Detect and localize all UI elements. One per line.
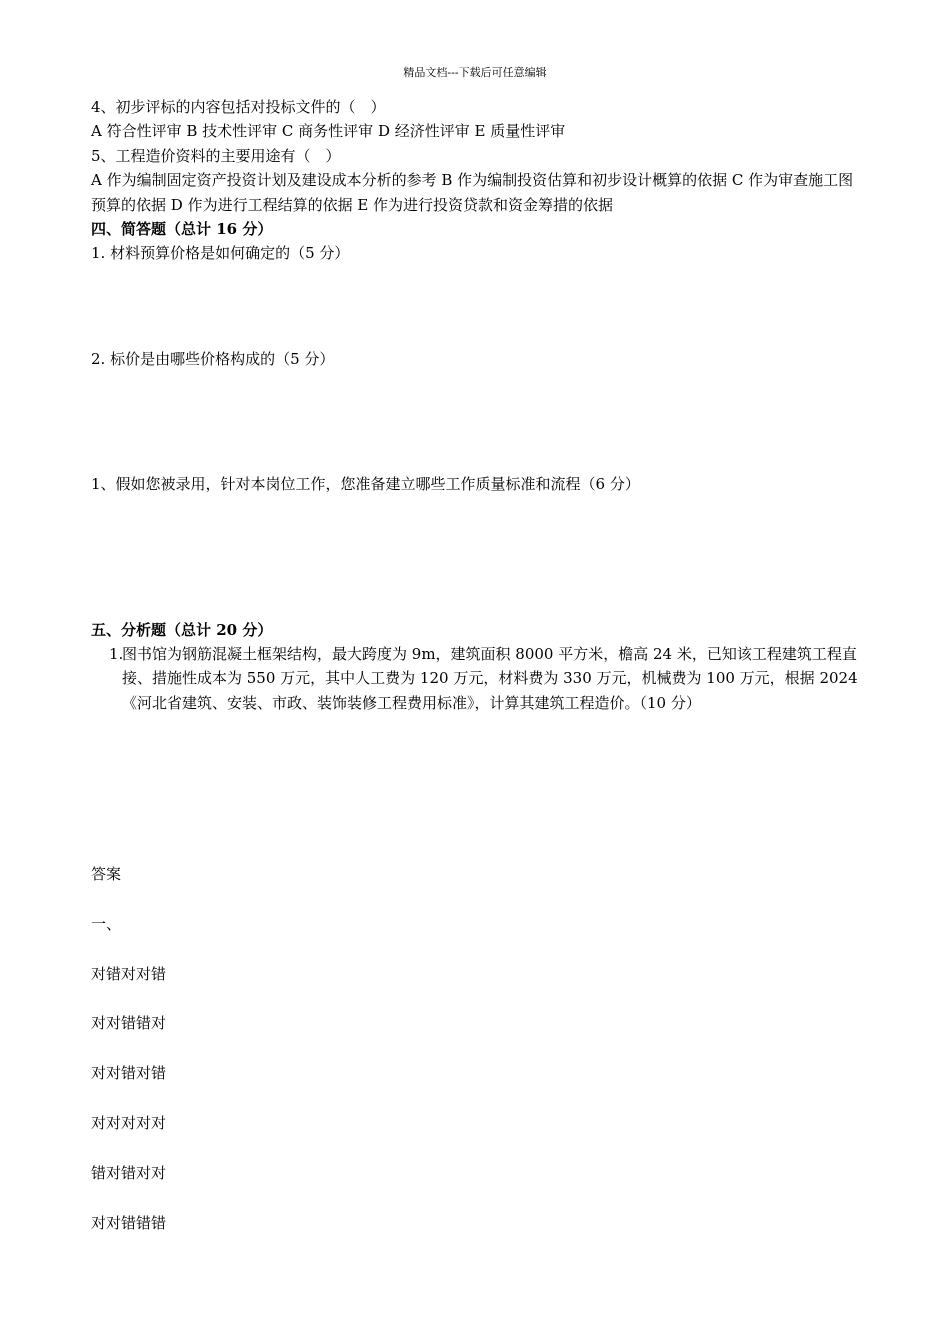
question-5-options: A 作为编制固定资产投资计划及建设成本分析的参考 B 作为编制投资估算和初步设计概算的依据 C 作为审查施工图预算的依据 D 作为进行工程结算的依据 E 作为进行投资贷款和资金筹措的依据: [91, 171, 854, 214]
question-4: 4、初步评标的内容包括对投标文件的（ ）: [91, 98, 386, 116]
short-answer-item: 1、假如您被录用，针对本岗位工作，您准备建立哪些工作质量标准和流程（6 分）: [91, 475, 640, 494]
section-5-title: 五、分析题（总计 20 分）: [91, 620, 273, 639]
answer-section: [91, 862, 166, 1260]
page-header: 精品文档---下载后可任意编辑: [403, 66, 547, 79]
short-answer-item: 1. 材料预算价格是如何确定的（5 分）: [91, 244, 350, 263]
answer-row: 对对错对错: [91, 1064, 167, 1083]
answer-row: 对对错错错: [91, 1213, 167, 1232]
question-4-options: A 符合性评审 B 技术性评审 C 商务性评审 D 经济性评审 E 质量性评审: [91, 122, 566, 141]
answer-row: 对错对对错: [91, 964, 167, 983]
answer-row: 错对错对对: [91, 1163, 167, 1182]
analysis-question-text: 图书馆为钢筋混凝土框架结构，最大跨度为 9m，建筑面积 8000 平方米，檐高 24 米，已知该工程建筑工程直接、措施性成本为 550 万元，其中人工费为 120 万元，材料费为 330 万元，机械费为 100 万元，根据 2024《河北省建筑、安装、市政、装饰装修工程费用标准》，计算其建筑工程造价。（10 分）: [122, 645, 858, 712]
analysis-question-number: 1.: [109, 645, 124, 664]
short-answer-item: 2. 标价是由哪些价格构成的（5 分）: [91, 349, 335, 368]
answer-row: 对对对对对: [91, 1113, 167, 1132]
section-4-title: 四、简答题（总计 16 分）: [91, 220, 273, 239]
analysis-question: [109, 642, 866, 715]
answers-title: 答案: [91, 865, 122, 883]
answer-row: 对对错错对: [91, 1014, 167, 1033]
question-5: 5、工程造价资料的主要用途有（ ）: [91, 146, 341, 165]
answers-part-label: 一、: [91, 914, 122, 933]
document-body: [91, 95, 866, 715]
